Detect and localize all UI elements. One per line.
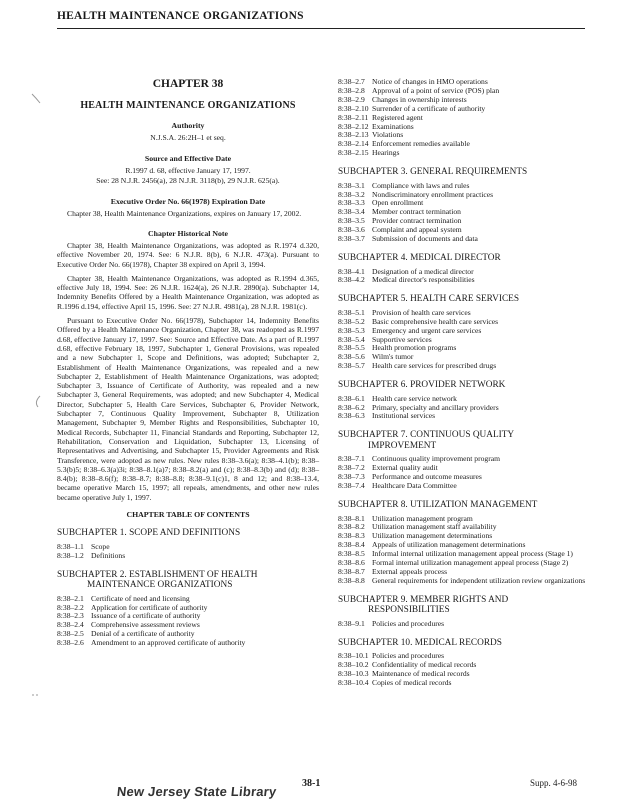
section-title: Designation of a medical director	[372, 266, 474, 276]
subchapter-7-title-cont: IMPROVEMENT	[368, 440, 437, 451]
authority-text: N.J.S.A. 26:2H–1 et seq.	[150, 132, 226, 142]
section-title: Medical director's responsibilities	[372, 275, 475, 285]
section-title: Hearings	[372, 148, 400, 158]
subchapter-6-title	[338, 380, 588, 391]
section-number: 8:38–7.4	[338, 481, 365, 491]
section-number: 8:38–5.4	[338, 334, 365, 344]
subchapter-3-title-text: SUBCHAPTER 3. GENERAL REQUIREMENTS	[338, 167, 528, 178]
historical-note-paragraph-2: Chapter 38, Health Maintenance Organizations, was adopted as R.1994 d.365, effective July 18, 1994. See: 26 N.J.R. 1624(a), 26 N.J.R. 2890(a). Subchapter 14, Indemnity Benefits Offered by a Health Maintenance Organization, was adopted as R.1996 d.194, effective April 15, 1996. See: 27 N.J.R. 4981(a), 28 N.J.R. 1981(c).	[57, 273, 319, 311]
subchapter-2-list	[57, 595, 319, 648]
subchapter-8-list	[338, 515, 588, 586]
section-number: 8:38–5.6	[338, 352, 365, 362]
section-number: 8:38–4.2	[338, 275, 365, 285]
section-title: Registered agent	[372, 112, 423, 122]
section-title: Compliance with laws and rules	[372, 180, 470, 190]
subchapter-7-title-text: SUBCHAPTER 7. CONTINUOUS QUALITY	[338, 430, 515, 441]
historical-note-paragraph-1: Chapter 38, Health Maintenance Organizations, was adopted as R.1974 d.320, effective November 20, 1974. See: 6 N.J.R. 8(b), 6 N.J.R. 473(a). Pursuant to Executive Order No. 66(1978), Chapter 38 expired on April 3, 1994.	[57, 240, 319, 269]
section-title: Utilization management program	[372, 513, 473, 523]
toc-entry	[338, 412, 588, 421]
right-column	[338, 78, 588, 688]
section-title: Definitions	[91, 550, 126, 560]
section-title: Approval of a point of service (POS) plan	[372, 85, 500, 95]
section-number: 8:38–2.8	[338, 85, 365, 95]
section-title: Primary, specialty and ancillary providers	[372, 402, 499, 412]
section-title: Appeals of utilization management determinations	[372, 540, 526, 550]
historical-note-paragraph-3: Pursuant to Executive Order No. 66(1978), Subchapter 14, Indemnity Benefits Offered by a Health Maintenance Organization, Chapter 38, was readopted as R.1997 d.68, effective January 17, 1997. See: Source and Effective Date. As a part of R.1997 d.68, effective February 18, 1997, Subchapter 1, General Provisions, was repealed and a new Subchapter 1, Scope and Definitions, was adopted; Subchapter 2, Establishment of Health Maintenance Organizations, was repealed and a new Subchapter 2, Establishment of Health Maintenance Organizations, was adopted; Subchapter 3, Issuance of Certificate of Authority, was repealed and a new Subchapter 3, General Requirements, was adopted; and new Subchapter 4, Medical Director, Subchapter 5, Health Care Services, Subchapter 6, Provider Network, Subchapter 7, Continuous Quality Improvement, Subchapter 8, Utilization Management, Subchapter 9, Member Rights and Responsibilities, Subchapter 10, Medical Records, Subchapter 11, Financial Standards and Reporting, Subchapter 12, Rehabilitation, Conservation and Liquidation, Subchapter 13, Licensing of Representatives and Advertising, and Subchapter 15, Provider Agreements and Risk Transference, were adopted as new rules. New rules 8:38–3.6(a); 8:38–4.1(b); 8:38–5.3(b)5; 8:38–6.3(a)3i; 8:38–8.1(a)7; 8:38–8.2(a) and (c); 8:38–8.3(b) and (d); 8:38–8.4(b); 8:38–8.6(f); 8:38–8.7; 8:38–8.8; 8:38–9.1(c)1, 8 and 12; and 8:38–13.4, became operative March 15, 1997; all repeals, amendments, and other new rules became operative July 1, 1997.	[57, 316, 319, 502]
section-number: 8:38–2.14	[338, 139, 369, 149]
toc-entry	[338, 482, 588, 491]
section-number: 8:38–7.1	[338, 454, 365, 464]
subchapter-8-title-text: SUBCHAPTER 8. UTILIZATION MANAGEMENT	[338, 500, 538, 510]
section-number: 8:38–1.2	[57, 550, 84, 560]
section-number: 8:38–2.3	[57, 611, 84, 621]
section-title: Provision of health care services	[372, 307, 471, 317]
section-title: Performance and outcome measures	[372, 472, 482, 482]
section-title: Formal internal utilization management appeal process (Stage 2)	[372, 558, 569, 568]
toc-entry	[338, 620, 588, 629]
source-line-2: See: 28 N.J.R. 2456(a), 28 N.J.R. 3118(b), 29 N.J.R. 625(a).	[96, 175, 280, 185]
section-title: Policies and procedures	[372, 651, 445, 661]
section-number: 8:38–5.5	[338, 343, 365, 353]
section-title: Emergency and urgent care services	[372, 325, 482, 335]
margin-mark-icon	[30, 394, 42, 408]
section-number: 8:38–5.7	[338, 361, 365, 371]
section-title: Policies and procedures	[372, 618, 445, 628]
subchapter-9-title-cont: RESPONSIBILITIES	[368, 605, 450, 616]
subchapter-1-title	[57, 528, 319, 539]
section-number: 8:38–3.7	[338, 234, 365, 244]
section-title: Institutional services	[372, 411, 436, 421]
subchapter-9-title	[338, 595, 588, 616]
section-title: Nondiscriminatory enrollment practices	[372, 189, 494, 199]
page-number: 38-1	[302, 778, 321, 789]
section-number: 8:38–5.1	[338, 307, 365, 317]
chapter-number: CHAPTER 38	[152, 78, 224, 90]
section-number: 8:38–8.3	[338, 531, 365, 541]
section-number: 8:38–3.5	[338, 216, 365, 226]
section-title: Surrender of a certificate of authority	[372, 103, 486, 113]
section-title: Issuance of a certificate of authority	[91, 611, 201, 621]
section-number: 8:38–8.4	[338, 540, 365, 550]
section-number: 8:38–10.1	[338, 651, 369, 661]
section-number: 8:38–8.7	[338, 566, 365, 576]
section-number: 8:38–3.4	[338, 207, 365, 217]
subchapter-5-title-text: SUBCHAPTER 5. HEALTH CARE SERVICES	[338, 294, 519, 305]
section-title: Copies of medical records	[372, 677, 452, 687]
subchapter-10-title	[338, 638, 588, 649]
subchapter-9-title-text: SUBCHAPTER 9. MEMBER RIGHTS AND	[338, 594, 509, 605]
subchapter-7-list	[338, 455, 588, 491]
subchapter-4-list	[338, 268, 588, 286]
section-title: Health promotion programs	[372, 343, 457, 353]
section-title: Notice of changes in HMO operations	[372, 77, 488, 86]
section-title: Provider contract termination	[372, 216, 462, 226]
section-title: Changes in ownership interests	[372, 94, 467, 104]
section-number: 8:38–2.13	[338, 130, 369, 140]
section-title: Complaint and appeal system	[372, 225, 462, 235]
section-title: Denial of a certificate of authority	[91, 629, 195, 639]
section-number: 8:38–2.11	[338, 112, 369, 122]
section-title: Examinations	[372, 121, 414, 131]
section-number: 8:38–1.1	[57, 541, 84, 551]
section-number: 8:38–2.10	[338, 103, 369, 113]
section-number: 8:38–8.6	[338, 558, 365, 568]
section-number: 8:38–2.2	[57, 602, 84, 612]
subchapter-7-title	[338, 430, 588, 451]
section-number: 8:38–2.1	[57, 593, 84, 603]
executive-order-heading: Executive Order No. 66(1978) Expiration Date	[110, 197, 266, 207]
chapter-title: HEALTH MAINTENANCE ORGANIZATIONS	[80, 100, 296, 112]
historical-note-heading: Chapter Historical Note	[148, 228, 228, 238]
subchapter-10-list	[338, 652, 588, 688]
section-number: 8:38–10.4	[338, 677, 369, 687]
subchapter-6-list	[338, 395, 588, 422]
section-title: Basic comprehensive health care services	[372, 316, 499, 326]
section-title: External quality audit	[372, 463, 438, 473]
toc-entry	[338, 362, 588, 371]
section-title: Utilization management determinations	[372, 531, 493, 541]
subchapter-10-title-text: SUBCHAPTER 10. MEDICAL RECORDS	[338, 637, 502, 648]
subchapter-3-list	[338, 182, 588, 244]
section-number: 8:38–2.9	[338, 94, 365, 104]
section-title: Informal internal utilization management appeal process (Stage 1)	[372, 549, 573, 559]
toc-entry	[338, 235, 588, 244]
section-title: Confidentiality of medical records	[372, 660, 477, 670]
section-number: 8:38–3.1	[338, 180, 365, 190]
section-number: 8:38–8.2	[338, 522, 365, 532]
section-number: 8:38–3.6	[338, 225, 365, 235]
section-title: Continuous quality improvement program	[372, 454, 501, 464]
source-heading: Source and Effective Date	[144, 154, 232, 164]
section-number: 8:38–8.1	[338, 513, 365, 523]
running-header: HEALTH MAINTENANCE ORGANIZATIONS	[57, 10, 304, 22]
executive-order-text: Chapter 38, Health Maintenance Organizations, expires on January 17, 2002.	[67, 209, 302, 219]
margin-mark-icon	[30, 92, 42, 106]
subchapter-2-list-continued	[338, 78, 588, 158]
subchapter-4-title-text: SUBCHAPTER 4. MEDICAL DIRECTOR	[338, 253, 501, 263]
library-stamp: New Jersey State Library	[116, 784, 278, 799]
table-of-contents-heading: CHAPTER TABLE OF CONTENTS	[126, 509, 250, 519]
section-title: Comprehensive assessment reviews	[91, 620, 200, 630]
section-number: 8:38–4.1	[338, 266, 365, 276]
section-number: 8:38–10.3	[338, 668, 369, 678]
section-title: Health care services for prescribed drugs	[372, 361, 497, 371]
section-title: Submission of documents and data	[372, 234, 478, 244]
subchapter-3-title	[338, 167, 588, 178]
section-title: Health care service network	[372, 393, 457, 403]
section-title: Application for certificate of authority	[91, 602, 208, 612]
source-line-1: R.1997 d. 68, effective January 17, 1997.	[125, 166, 251, 176]
authority-heading: Authority	[171, 120, 205, 130]
section-number: 8:38–6.2	[338, 402, 365, 412]
toc-entry	[338, 577, 588, 586]
subchapter-2-title-text: SUBCHAPTER 2. ESTABLISHMENT OF HEALTH	[57, 569, 258, 580]
subchapter-9-list	[338, 620, 588, 629]
left-column	[57, 78, 319, 648]
section-number: 8:38–3.3	[338, 198, 365, 208]
subchapter-2-title	[57, 570, 319, 591]
section-title: Certificate of need and licensing	[91, 593, 190, 603]
header-rule	[57, 28, 585, 29]
section-number: 8:38–2.6	[57, 638, 84, 648]
section-number: 8:38–2.12	[338, 121, 369, 131]
section-number: 8:38–8.5	[338, 549, 365, 559]
section-title: Maintenance of medical records	[372, 668, 470, 678]
section-number: 8:38–10.2	[338, 660, 369, 670]
section-title: Wilm's tumor	[372, 352, 414, 362]
subchapter-5-list	[338, 309, 588, 371]
section-number: 8:38–2.7	[338, 77, 365, 86]
subchapter-5-title	[338, 294, 588, 305]
section-title: General requirements for independent utilization review organizations	[372, 575, 586, 585]
toc-entry	[57, 639, 319, 648]
section-number: 8:38–8.8	[338, 575, 365, 585]
toc-entry	[338, 276, 588, 285]
subchapter-2-title-cont: MAINTENANCE ORGANIZATIONS	[87, 580, 233, 591]
section-title: Scope	[91, 541, 110, 551]
supplement-date: Supp. 4-6-98	[530, 778, 577, 788]
subchapter-6-title-text: SUBCHAPTER 6. PROVIDER NETWORK	[338, 380, 506, 391]
margin-mark-icon	[30, 688, 42, 702]
section-number: 8:38–7.2	[338, 463, 365, 473]
toc-entry	[338, 149, 588, 158]
section-title: Healthcare Data Committee	[372, 481, 457, 491]
section-number: 8:38–2.5	[57, 629, 84, 639]
section-number: 8:38–2.15	[338, 148, 369, 158]
subchapter-1-title-text: SUBCHAPTER 1. SCOPE AND DEFINITIONS	[57, 528, 241, 539]
section-title: Open enrollment	[372, 198, 424, 208]
section-title: Amendment to an approved certificate of authority	[91, 638, 246, 648]
section-title: Violations	[372, 130, 404, 140]
section-number: 8:38–2.4	[57, 620, 84, 630]
section-number: 8:38–6.1	[338, 393, 365, 403]
toc-entry	[338, 679, 588, 688]
section-title: Member contract termination	[372, 207, 461, 217]
section-number: 8:38–6.3	[338, 411, 365, 421]
section-title: Supportive services	[372, 334, 432, 344]
section-title: External appeals process	[372, 566, 448, 576]
section-title: Utilization management staff availability	[372, 522, 497, 532]
section-number: 8:38–3.2	[338, 189, 365, 199]
section-title: Enforcement remedies available	[372, 139, 470, 149]
section-number: 8:38–9.1	[338, 618, 365, 628]
subchapter-1-list	[57, 543, 319, 561]
toc-entry	[57, 552, 319, 561]
section-number: 8:38–7.3	[338, 472, 365, 482]
subchapter-8-title	[338, 500, 588, 511]
subchapter-4-title	[338, 253, 588, 264]
section-number: 8:38–5.2	[338, 316, 365, 326]
section-number: 8:38–5.3	[338, 325, 365, 335]
